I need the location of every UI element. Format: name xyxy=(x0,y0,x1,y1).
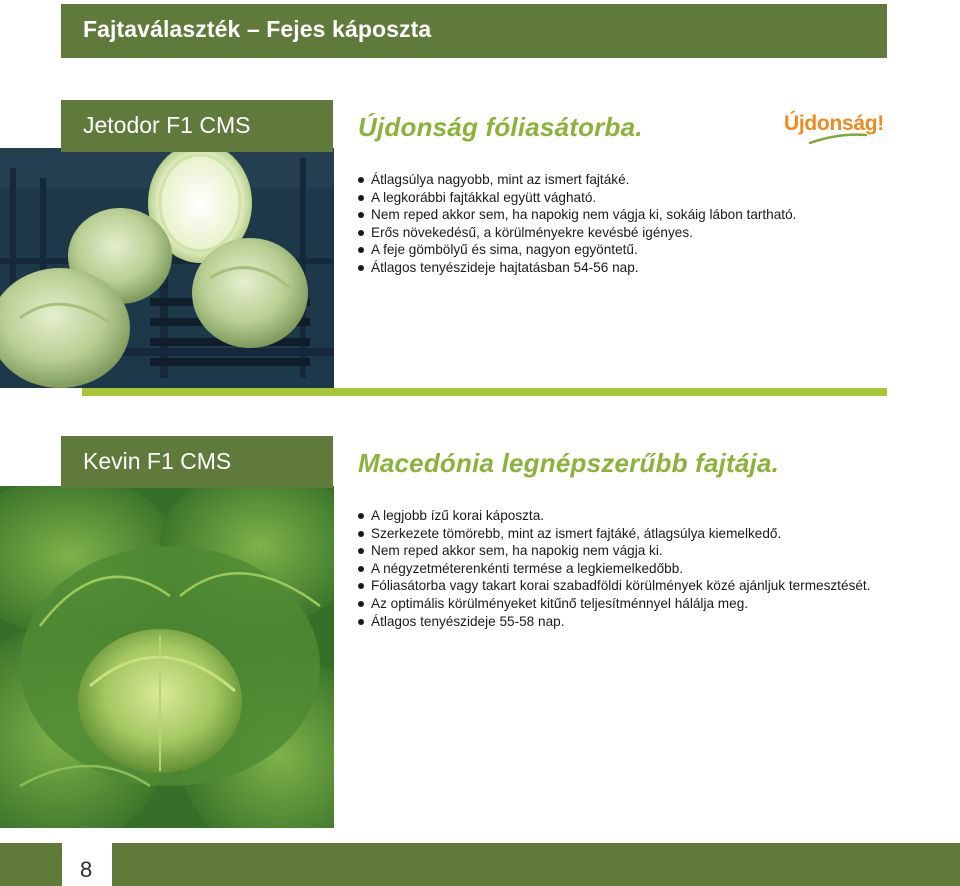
list-item: A feje gömbölyű és sima, nagyon egyöntetű. xyxy=(358,241,796,259)
list-item: Átlagos tenyészideje hajtatásban 54-56 nap. xyxy=(358,259,796,277)
variety-tagline-jetodor: Újdonság fóliasátorba. xyxy=(358,112,643,142)
variety-title-bar-kevin xyxy=(61,436,333,488)
list-item: Az optimális körülményeket kitűnő teljesítménnyel hálálja meg. xyxy=(358,595,870,613)
section-divider xyxy=(82,388,887,396)
list-item: Nem reped akkor sem, ha napokig nem vágja ki, sokáig lábon tartható. xyxy=(358,206,796,224)
list-item: A legjobb ízű korai káposzta. xyxy=(358,507,870,525)
feature-list-jetodor xyxy=(358,171,796,277)
new-product-badge xyxy=(784,110,896,144)
jetodor-photo xyxy=(0,148,334,388)
variety-name: Jetodor F1 CMS xyxy=(83,112,251,138)
list-item: Nem reped akkor sem, ha napokig nem vágja ki. xyxy=(358,542,870,560)
list-item: Szerkezete tömörebb, mint az ismert fajtáké, átlagsúlya kiemelkedő. xyxy=(358,525,870,543)
cabbage-crate-image xyxy=(0,148,334,388)
variety-title-bar-jetodor xyxy=(61,100,333,152)
list-item: Átlagsúlya nagyobb, mint az ismert fajtáké. xyxy=(358,171,796,189)
list-item: Erős növekedésű, a körülményekre kevésbé igényes. xyxy=(358,224,796,242)
page-number-box xyxy=(62,843,112,886)
list-item: A legkorábbi fajtákkal együtt vágható. xyxy=(358,189,796,207)
variety-name: Kevin F1 CMS xyxy=(83,448,232,474)
variety-tagline-kevin: Macedónia legnépszerűbb fajtája. xyxy=(358,448,780,478)
page-number: 8 xyxy=(80,857,93,882)
kevin-photo xyxy=(0,486,334,828)
page-title: Fajtaválaszték – Fejes káposzta xyxy=(83,16,432,42)
page-header-bar xyxy=(61,4,887,58)
list-item: A négyzetméterenkénti termése a legkiemelkedőbb. xyxy=(358,560,870,578)
feature-list-kevin xyxy=(358,507,870,630)
footer-bar xyxy=(0,843,960,886)
cabbage-field-image xyxy=(0,486,334,828)
list-item: Fóliasátorba vagy takart korai szabadföldi körülmények közé ajánljuk termesztését. xyxy=(358,577,870,595)
new-badge-text: Újdonság! xyxy=(784,112,884,135)
swoosh-icon xyxy=(808,131,868,145)
list-item: Átlagos tenyészideje 55-58 nap. xyxy=(358,613,870,631)
